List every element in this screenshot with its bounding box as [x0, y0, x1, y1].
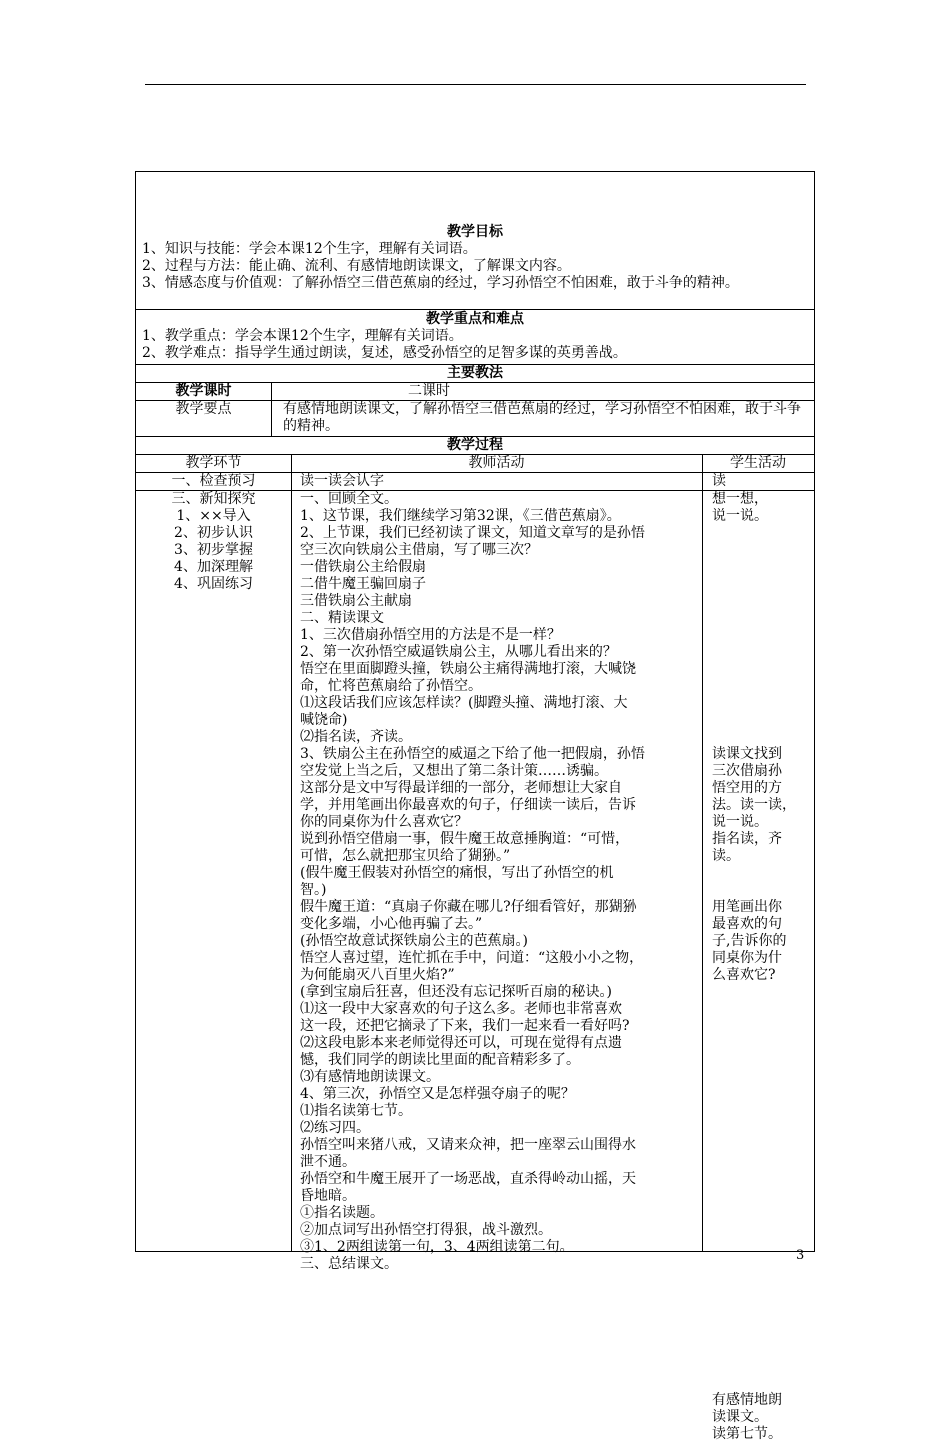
stage-list [136, 491, 291, 593]
student-line [712, 1358, 812, 1375]
stage-item: 4、巩固练习 [174, 576, 253, 592]
student-line [712, 1018, 812, 1035]
teacher-line: 悟空在里面脚蹬头撞，铁扇公主痛得满地打滚，大喊饶 [300, 661, 636, 677]
student-line [712, 1375, 812, 1392]
student-line [712, 610, 812, 627]
teacher-line: 4、第三次，孙悟空又是怎样强夺扇子的呢？ [300, 1086, 575, 1102]
teacher-line: 悟空人喜过望，连忙抓在手中，问道：“这般小小之物， [300, 950, 644, 966]
teacher-line: 这一段，还把它摘录了下来，我们一起来看一看好吗? [300, 1018, 630, 1034]
student-line: 说一说。 [712, 814, 768, 830]
goal-item: 1、知识与技能：学会本课12个生字，理解有关词语。 [142, 241, 477, 257]
student-line: 读第七节。 [712, 1426, 782, 1442]
student-line: 么喜欢它? [712, 967, 776, 983]
key-point-item: 1、教学重点：学会本课12个生字，理解有关词语。 [142, 328, 463, 344]
student-line: 读课文。 [712, 1409, 768, 1425]
teacher-line: ⑴这段话我们应该怎样读？(脚蹬头撞、满地打滚、大 [300, 695, 628, 711]
essentials-row [136, 401, 814, 437]
teacher-line: 一、回顾全文。 [300, 491, 398, 507]
teacher-line: (孙悟空故意试探铁扇公主的芭蕉扇。) [300, 933, 528, 949]
teacher-line: 3、铁扇公主在孙悟空的威逼之下给了他一把假扇，孙悟 [300, 746, 645, 762]
teacher-line: 二借牛魔王骗回扇子 [300, 576, 426, 592]
student-line: 有感情地朗 [712, 1392, 782, 1408]
student-line [712, 593, 812, 610]
header-teacher: 教师活动 [468, 455, 525, 471]
student-line [712, 576, 812, 593]
method-title: 主要教法 [447, 365, 503, 381]
student-line [712, 1290, 812, 1307]
student-line [712, 1188, 812, 1205]
student-line [712, 1154, 812, 1171]
teacher-line: 二、精读课文 [300, 610, 384, 626]
student-line: 指名读，齐 [712, 831, 782, 847]
student-line [712, 627, 812, 644]
process-row-preview [136, 473, 814, 491]
teacher-line: ⑵指名读，齐读。 [300, 729, 412, 745]
key-point-item: 2、教学难点：指导学生通过朗读，复述，感受孙悟空的足智多谋的英勇善战。 [142, 345, 627, 361]
hours-value: 二课时 [408, 383, 450, 399]
student-line [712, 1069, 812, 1086]
teacher-line: ⑵练习四。 [300, 1120, 370, 1136]
lesson-plan-table [135, 171, 815, 1442]
goals-list [142, 241, 810, 292]
student-line: 同桌你为什 [712, 950, 782, 966]
goals-section [136, 172, 814, 310]
student-line [712, 678, 812, 695]
teacher-line: ⑴这一段中大家喜欢的句子这么多。老师也非常喜欢 [300, 1001, 622, 1017]
teacher-line: (假牛魔王假装对孙悟空的痛恨，写出了孙悟空的机 [300, 865, 614, 881]
student-line [712, 1052, 812, 1069]
hours-row [136, 383, 814, 401]
teacher-preview: 读一读会认字 [300, 473, 384, 489]
teacher-line: 2、第一次孙悟空威逼铁扇公主，从哪儿看出来的？ [300, 644, 617, 660]
teacher-line: 憾，我们同学的朗读比里面的配音精彩多了。 [300, 1052, 580, 1068]
teacher-line: 一借铁扇公主给假扇 [300, 559, 426, 575]
header-student: 学生活动 [730, 455, 786, 471]
process-title-row [136, 437, 814, 455]
student-line: 法。读一读， [712, 797, 796, 813]
teacher-line: 空三次向铁扇公主借扇，写了哪三次？ [300, 542, 538, 558]
header-rule [145, 84, 806, 85]
student-line [712, 559, 812, 576]
teacher-line: ⑶有感情地朗读课文。 [300, 1069, 440, 1085]
teacher-line: 空发觉上当之后，又想出了第二条计策……诱骗。 [300, 763, 608, 779]
student-line [712, 525, 812, 542]
goals-title: 教学目标 [447, 224, 503, 240]
student-line [712, 1086, 812, 1103]
teacher-activity [300, 491, 698, 1273]
process-row-main [136, 491, 814, 1442]
student-line [712, 882, 812, 899]
process-header-row [136, 455, 814, 473]
teacher-line: ⑵这段电影本来老师觉得还可以，可现在觉得有点遗 [300, 1035, 622, 1051]
teacher-line: 说到孙悟空借扇一事，假牛魔王故意捶胸道：“可惜， [300, 831, 630, 847]
hours-label: 教学课时 [175, 383, 232, 399]
student-line: 用笔画出你 [712, 899, 782, 915]
teacher-line: 孙悟空叫来猪八戒，又请来众神，把一座翠云山围得水 [300, 1137, 636, 1153]
teacher-line: 三借铁扇公主献扇 [300, 593, 412, 609]
header-stage: 教学环节 [185, 455, 242, 471]
student-line: 悟空用的方 [712, 780, 782, 796]
teacher-line: ①指名读题。 [300, 1205, 384, 1221]
teacher-line: 泄不通。 [300, 1154, 356, 1170]
student-activity [712, 491, 812, 1443]
student-line: 最喜欢的句 [712, 916, 782, 932]
student-line: 子,告诉你的 [712, 933, 787, 949]
teacher-line: 1、这节课，我们继续学习第32课，《三借芭蕉扇》。 [300, 508, 621, 524]
teacher-line: 喊饶命) [300, 712, 348, 728]
teacher-line: 假牛魔王道：“真扇子你藏在哪儿?仔细看管好，那猢狲 [300, 899, 637, 915]
student-line [712, 1171, 812, 1188]
stage-item: 4、加深理解 [174, 559, 253, 575]
teacher-line: 1、三次借扇孙悟空用的方法是不是一样？ [300, 627, 561, 643]
student-line: 读。 [712, 848, 740, 864]
student-line [712, 1222, 812, 1239]
teacher-line: 你的同桌你为什么喜欢它？ [300, 814, 468, 830]
teacher-line: 变化多端，小心他再骗了去。” [300, 916, 483, 932]
teacher-line: 三、总结课文。 [300, 1256, 398, 1272]
stage-item: 2、初步认识 [174, 525, 253, 541]
student-line [712, 1137, 812, 1154]
teacher-line: ③1、2两组读第一句，3、4两组读第二句。 [300, 1239, 574, 1255]
student-line [712, 661, 812, 678]
student-line [712, 1103, 812, 1120]
stage-item: 3、初步掌握 [174, 542, 253, 558]
essentials-label: 教学要点 [175, 401, 232, 417]
teacher-line: ⑴指名读第七节。 [300, 1103, 412, 1119]
student-line: 三次借扇孙 [712, 763, 782, 779]
student-line [712, 644, 812, 661]
student-line [712, 1307, 812, 1324]
student-line [712, 542, 812, 559]
stage-preview: 一、检查预习 [171, 473, 256, 489]
teacher-line: 智。) [300, 882, 327, 898]
key-points-list [142, 328, 810, 362]
teacher-line: 命，忙将芭蕉扇给了孙悟空。 [300, 678, 482, 694]
method-section [136, 365, 814, 383]
student-line [712, 984, 812, 1001]
student-line [712, 1324, 812, 1341]
teacher-line: 可惜，怎么就把那宝贝给了猢狲。” [300, 848, 511, 864]
student-line [712, 865, 812, 882]
key-points-title: 教学重点和难点 [426, 311, 524, 327]
student-line [712, 1001, 812, 1018]
key-points-section [136, 310, 814, 365]
essentials-value: 有感情地朗读课文，了解孙悟空三借芭蕉扇的经过，学习孙悟空不怕困难，敢于斗争的精神。 [283, 401, 801, 434]
student-preview: 读 [712, 473, 726, 489]
student-line [712, 1035, 812, 1052]
teacher-line: 学，并用笔画出你最喜欢的句子，仔细读一读后，告诉 [300, 797, 636, 813]
student-line [712, 1205, 812, 1222]
student-line [712, 1273, 812, 1290]
student-line [712, 695, 812, 712]
process-title: 教学过程 [447, 437, 503, 453]
teacher-line: 昏地暗。 [300, 1188, 356, 1204]
teacher-line: 孙悟空和牛魔王展开了一场恶战，直杀得岭动山摇，天 [300, 1171, 636, 1187]
student-line [712, 712, 812, 729]
teacher-line: 这部分是文中写得最详细的一部分，老师想让大家自 [300, 780, 622, 796]
student-line: 说一说。 [712, 508, 768, 524]
stage-item: 三、新知探究 [171, 491, 256, 507]
goal-item: 3、情感态度与价值观：了解孙悟空三借芭蕉扇的经过，学习孙悟空不怕困难，敢于斗争的精神。 [142, 275, 739, 291]
teacher-line: 2、上节课，我们已经初读了课文，知道文章写的是孙悟 [300, 525, 645, 541]
teacher-line: (拿到宝扇后狂喜，但还没有忘记探听百扇的秘诀。) [300, 984, 612, 1000]
teacher-line: ②加点词写出孙悟空打得狠，战斗激烈。 [300, 1222, 552, 1238]
student-line: 想一想， [712, 491, 768, 507]
stage-item: 1、××导入 [176, 508, 251, 524]
goal-item: 2、过程与方法：能止确、流利、有感情地朗读课文，了解课文内容。 [142, 258, 571, 274]
teacher-line: 为何能扇灭八百里火焰?” [300, 967, 455, 983]
student-line [712, 729, 812, 746]
student-line [712, 1120, 812, 1137]
student-line: 读课文找到 [712, 746, 782, 762]
page-number: 3 [796, 1248, 805, 1263]
